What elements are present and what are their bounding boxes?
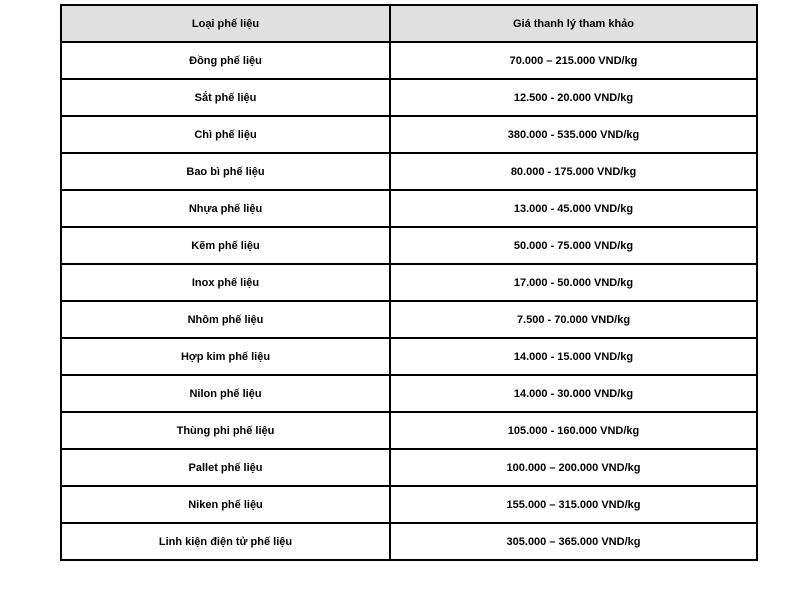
scrap-type-cell: Niken phế liệu bbox=[61, 486, 390, 523]
price-cell: 12.500 - 20.000 VND/kg bbox=[390, 79, 757, 116]
table-row bbox=[61, 79, 757, 116]
price-cell: 155.000 – 315.000 VND/kg bbox=[390, 486, 757, 523]
scrap-type-cell: Nhựa phế liệu bbox=[61, 190, 390, 227]
table-row bbox=[61, 153, 757, 190]
scrap-type-cell: Sắt phế liệu bbox=[61, 79, 390, 116]
price-cell: 14.000 - 30.000 VND/kg bbox=[390, 375, 757, 412]
scrap-price-table bbox=[60, 4, 758, 561]
table-row bbox=[61, 523, 757, 560]
scrap-type-cell: Chì phế liệu bbox=[61, 116, 390, 153]
price-cell: 380.000 - 535.000 VND/kg bbox=[390, 116, 757, 153]
price-cell: 7.500 - 70.000 VND/kg bbox=[390, 301, 757, 338]
scrap-type-cell: Inox phế liệu bbox=[61, 264, 390, 301]
price-cell: 100.000 – 200.000 VND/kg bbox=[390, 449, 757, 486]
table-row bbox=[61, 449, 757, 486]
table-row bbox=[61, 227, 757, 264]
table-row bbox=[61, 116, 757, 153]
price-cell: 50.000 - 75.000 VND/kg bbox=[390, 227, 757, 264]
scrap-type-cell: Kẽm phế liệu bbox=[61, 227, 390, 264]
price-cell: 105.000 - 160.000 VND/kg bbox=[390, 412, 757, 449]
table-row bbox=[61, 486, 757, 523]
table-row bbox=[61, 412, 757, 449]
scrap-type-cell: Pallet phế liệu bbox=[61, 449, 390, 486]
scrap-type-cell: Bao bì phế liệu bbox=[61, 153, 390, 190]
scrap-type-cell: Đồng phế liệu bbox=[61, 42, 390, 79]
price-cell: 70.000 – 215.000 VND/kg bbox=[390, 42, 757, 79]
table-row bbox=[61, 375, 757, 412]
scrap-type-cell: Hợp kim phế liệu bbox=[61, 338, 390, 375]
table-row bbox=[61, 301, 757, 338]
table-header-row bbox=[61, 5, 757, 42]
price-cell: 305.000 – 365.000 VND/kg bbox=[390, 523, 757, 560]
price-cell: 17.000 - 50.000 VND/kg bbox=[390, 264, 757, 301]
table-row bbox=[61, 190, 757, 227]
scrap-type-cell: Nilon phế liệu bbox=[61, 375, 390, 412]
price-cell: 14.000 - 15.000 VND/kg bbox=[390, 338, 757, 375]
price-cell: 13.000 - 45.000 VND/kg bbox=[390, 190, 757, 227]
column-header-reference-price: Giá thanh lý tham khảo bbox=[390, 5, 757, 42]
price-cell: 80.000 - 175.000 VND/kg bbox=[390, 153, 757, 190]
scrap-type-cell: Nhôm phế liệu bbox=[61, 301, 390, 338]
scrap-type-cell: Thùng phi phế liệu bbox=[61, 412, 390, 449]
table-row bbox=[61, 338, 757, 375]
column-header-scrap-type: Loại phế liệu bbox=[61, 5, 390, 42]
table-row bbox=[61, 42, 757, 79]
scrap-type-cell: Linh kiện điện tử phế liệu bbox=[61, 523, 390, 560]
table-row bbox=[61, 264, 757, 301]
